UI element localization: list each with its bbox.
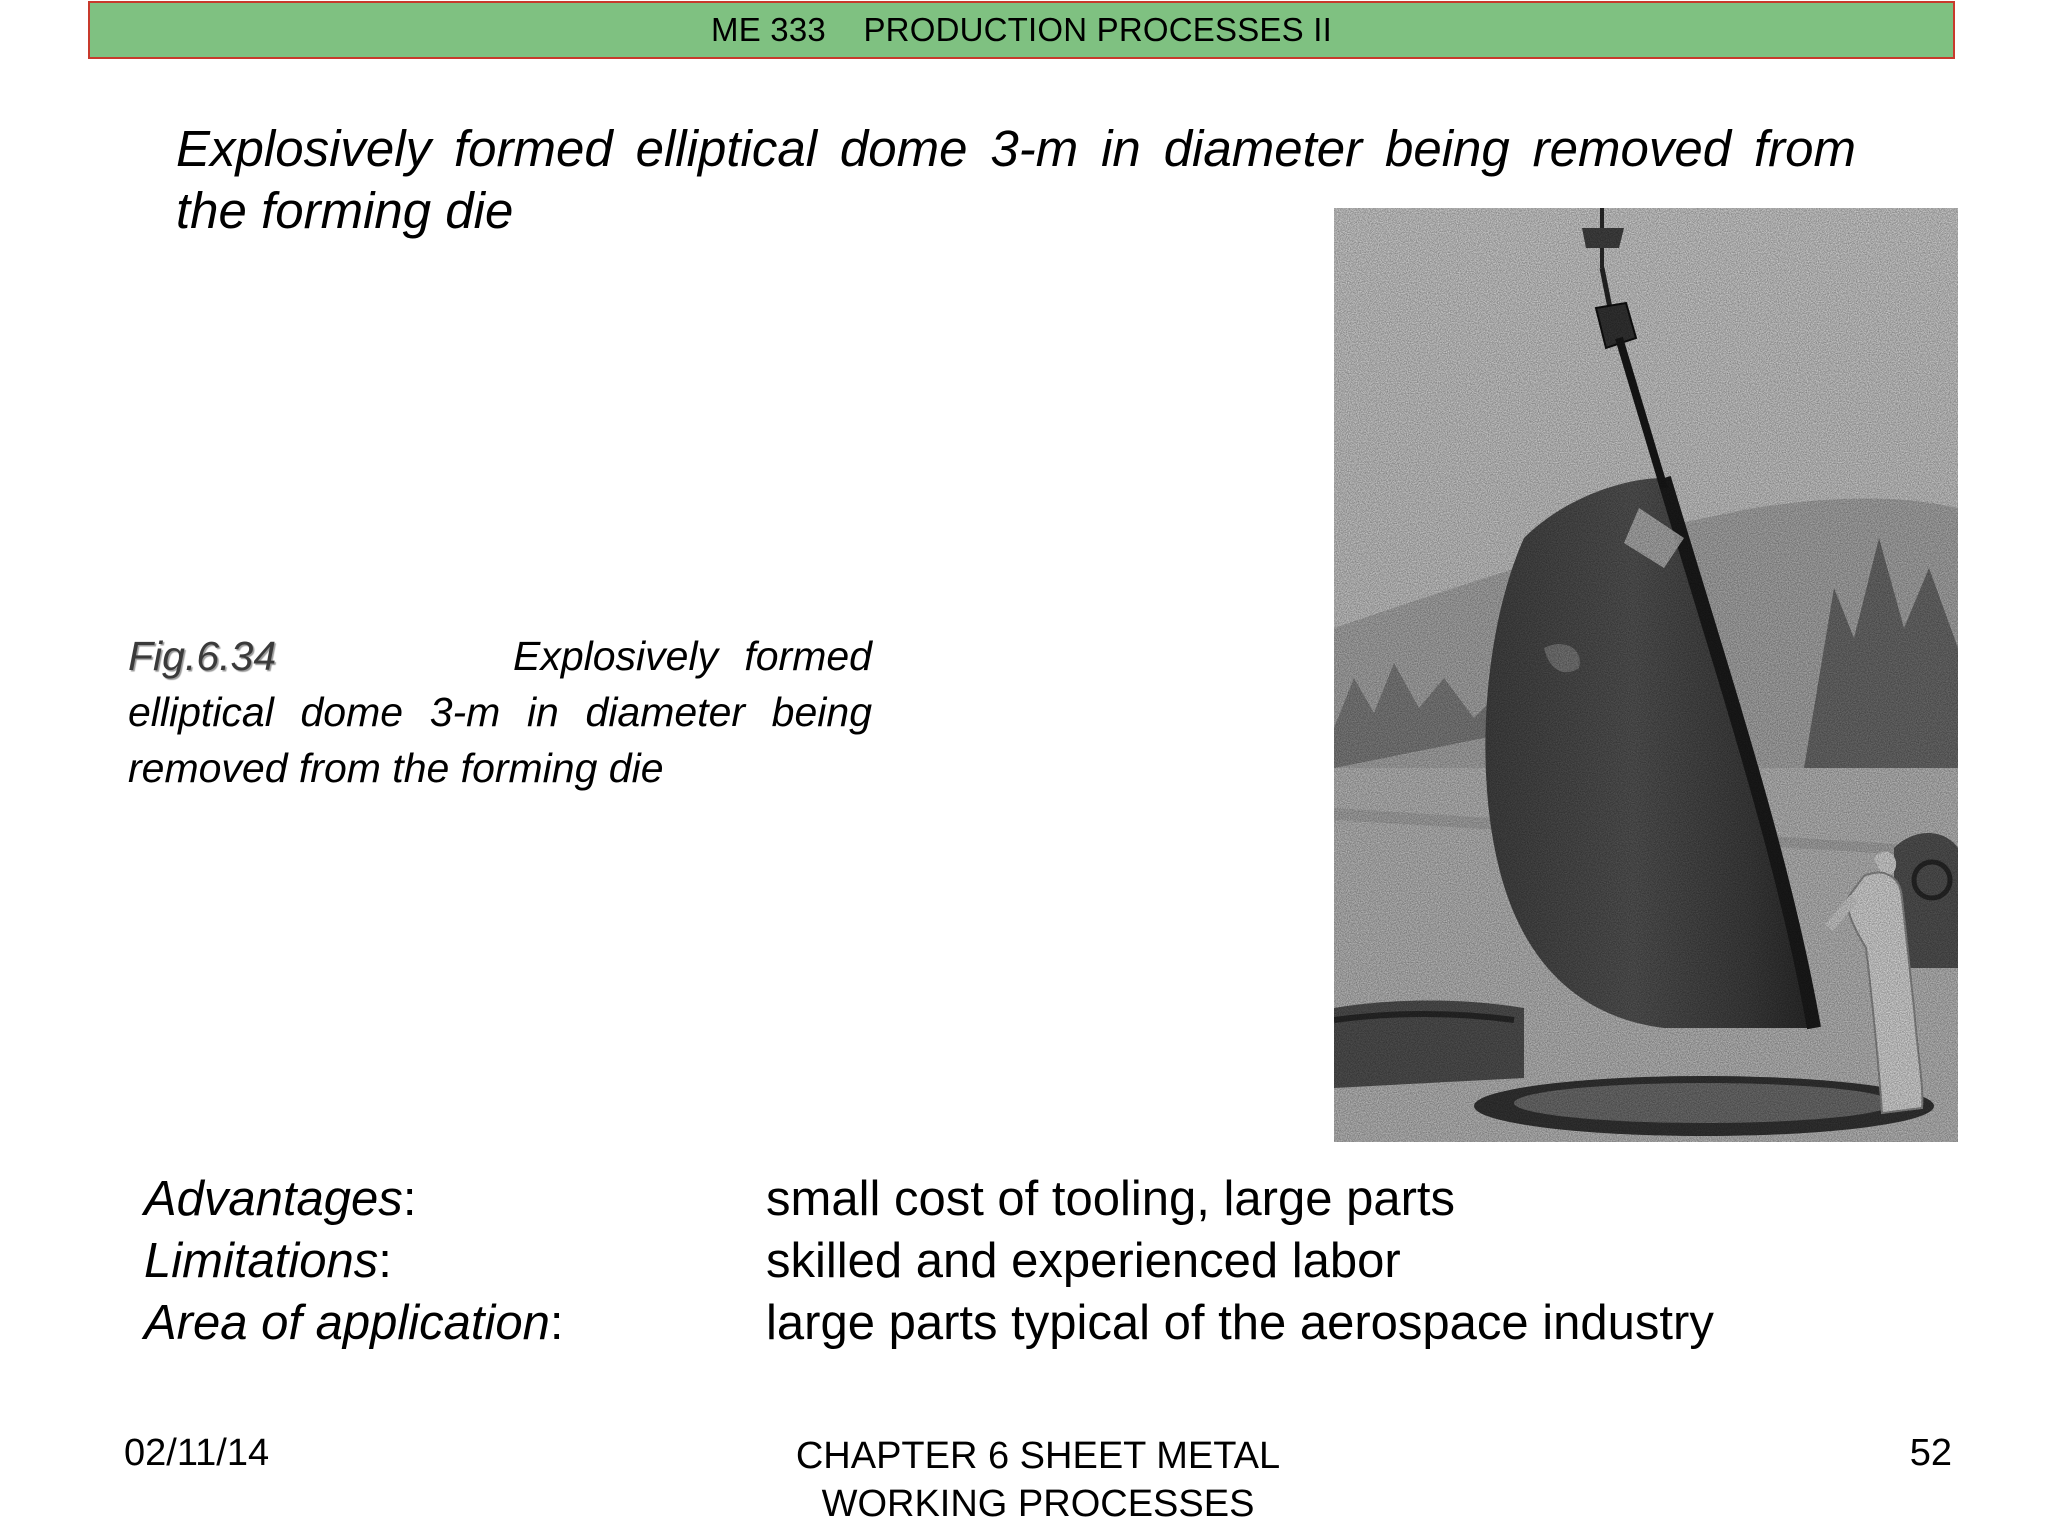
course-title: PRODUCTION PROCESSES II <box>863 11 1332 48</box>
course-header <box>88 1 1955 59</box>
caption-spacer <box>302 633 486 679</box>
fact-advantages <box>144 1168 1844 1230</box>
fact-sep: : <box>378 1234 392 1288</box>
fact-label: Limitations <box>144 1234 379 1288</box>
footer-chapter <box>738 1432 1338 1528</box>
fact-value: small cost of tooling, large parts <box>766 1172 1456 1226</box>
fact-application <box>144 1292 1844 1354</box>
fact-label: Advantages <box>144 1172 403 1226</box>
fact-value: skilled and experienced labor <box>766 1234 1401 1288</box>
footer-chapter-line1: CHAPTER 6 SHEET METAL <box>795 1435 1281 1477</box>
footer-date: 02/11/14 <box>124 1432 270 1474</box>
fact-label: Area of application <box>144 1296 550 1350</box>
figure-caption-text: Explosively formed elliptical dome 3-m in diameter being removed from the forming die <box>128 633 872 791</box>
fact-sep: : <box>549 1296 564 1350</box>
figure-ref: Fig.6.34 <box>128 633 277 679</box>
dome-photo <box>1334 208 1958 1142</box>
fact-sep: : <box>402 1172 417 1226</box>
page-number: 52 <box>1909 1432 1952 1474</box>
process-facts <box>144 1168 1844 1354</box>
slide-title: Explosively formed elliptical dome 3-m in diameter being removed from the forming die <box>176 120 1856 239</box>
fact-value: large parts typical of the aerospace industry <box>766 1296 1714 1350</box>
figure-caption <box>128 628 872 796</box>
footer-chapter-line2: WORKING PROCESSES <box>821 1483 1255 1525</box>
header-spacer <box>826 11 863 49</box>
fact-limitations <box>144 1230 1844 1292</box>
course-code: ME 333 <box>711 11 826 48</box>
